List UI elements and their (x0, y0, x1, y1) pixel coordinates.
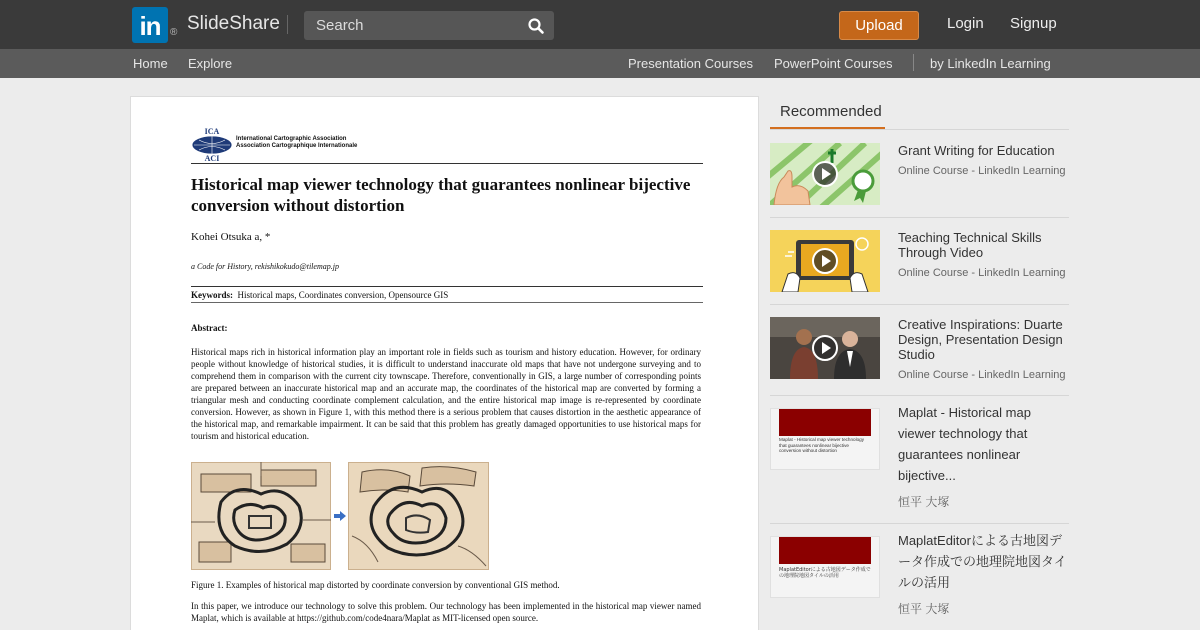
nav-linkedin-learning[interactable]: by LinkedIn Learning (930, 56, 1051, 71)
slide-red-banner (779, 537, 871, 564)
search-box (304, 11, 554, 40)
course-thumbnail (770, 317, 880, 379)
abstract-heading: Abstract: (191, 323, 228, 333)
keywords-value: Historical maps, Coordinates conversion, Opensource GIS (237, 290, 449, 300)
tab-recommended[interactable] (770, 96, 885, 130)
signup-link[interactable]: Signup (1010, 15, 1057, 32)
course-thumbnail (770, 143, 880, 205)
header-rule (191, 163, 703, 164)
nav-powerpoint-courses[interactable]: PowerPoint Courses (774, 56, 893, 71)
play-icon[interactable] (812, 335, 838, 361)
recommended-separator (770, 304, 1069, 305)
abstract-text: Historical maps rich in historical information play an important role in fields such as tourism and history education. However, for ordinary people without knowledge of historical studies, it is difficult to understand inaccurate old maps that have not undergone surveying and to comprehend them in comparison with the current city townscape. Therefore, conventionally in GIS, a large number of corresponding points are prepared between an inaccurate historical map and an accurate map, the coordinates of the historical map are converted by forming a triangular mesh and conducting coordinate complement calculation, and the entire historical map image is re-represented by coordinate conversion. However, as shown in Figure 1, with this method there is a serious problem that causes distortion in the aesthetic appearance of the historical map, and remarkable impairment. It can be said that this problem has greatly damaged opportunities to use historical maps for tourism and historical education. (191, 347, 701, 441)
ica-name-fr: Association Cartographique Internationale (236, 143, 358, 149)
recommended-item[interactable] (770, 317, 1069, 379)
recommended-title[interactable]: Maplat - Historical map viewer technology that guarantees nonlinear bijective... (898, 405, 1031, 483)
keywords-bottom-rule (191, 302, 703, 303)
paper-affiliation: a Code for History, rekishikokudo@tilemap.jp (191, 262, 339, 271)
keywords-line (191, 290, 448, 300)
nav-home[interactable]: Home (133, 56, 168, 71)
ica-mark-bottom: ACI (204, 154, 220, 161)
recommended-title[interactable]: MaplatEditorによる古地図データ作成での地理院地図タイルの活用 (898, 533, 1067, 590)
recommended-author[interactable]: 恒平 大塚 (898, 495, 950, 509)
recommended-separator (770, 523, 1069, 524)
upload-button[interactable]: Upload (839, 11, 919, 40)
historical-map-distorted-image (348, 462, 489, 570)
recommended-subtitle: Online Course - LinkedIn Learning (898, 267, 1066, 279)
slide-thumbnail (770, 536, 880, 598)
recommended-item[interactable] (770, 533, 1069, 616)
play-icon[interactable] (812, 161, 838, 187)
course-thumbnail (770, 230, 880, 292)
recommended-title[interactable]: Teaching Technical Skills Through Video (898, 230, 1042, 260)
tab-recommended-label: Recommended (780, 103, 882, 120)
ica-mark-top: ICA (204, 127, 220, 136)
search-icon[interactable] (527, 17, 545, 35)
slide-red-banner (779, 409, 871, 436)
slide-thumb-text: MaplatEditorによる古地図データ作成での地理院地図タイルの活用 (779, 567, 871, 579)
recommended-subtitle: Online Course - LinkedIn Learning (898, 165, 1066, 177)
paper-author: Kohei Otsuka a, * (191, 231, 271, 243)
keywords-label: Keywords: (191, 290, 233, 300)
recommended-rule (770, 129, 1069, 130)
play-icon[interactable] (812, 248, 838, 274)
recommended-title[interactable]: Creative Inspirations: Duarte Design, Presentation Design Studio (898, 317, 1063, 362)
historical-map-original-image (191, 462, 331, 570)
recommended-separator (770, 217, 1069, 218)
subnav-divider (913, 54, 914, 71)
ica-globe-logo-icon (191, 127, 233, 161)
paper-title: Historical map viewer technology that guarantees nonlinear bijective conversion without distortion (191, 175, 691, 215)
registered-mark: ® (170, 27, 178, 38)
top-header (0, 0, 1200, 49)
slide-thumbnail (770, 408, 880, 470)
recommended-subtitle: Online Course - LinkedIn Learning (898, 369, 1066, 381)
recommended-item[interactable] (770, 143, 1069, 205)
recommended-item[interactable] (770, 405, 1069, 509)
recommended-title[interactable]: Grant Writing for Education (898, 143, 1055, 158)
sub-navigation (0, 49, 1200, 78)
nav-explore[interactable]: Explore (188, 56, 233, 71)
recommended-separator (770, 395, 1069, 396)
keywords-top-rule (191, 286, 703, 287)
header-divider (287, 15, 288, 34)
slideshare-brand[interactable]: SlideShare (187, 13, 280, 34)
nav-presentation-courses[interactable]: Presentation Courses (628, 56, 754, 71)
intro-paragraph: In this paper, we introduce our technology to solve this problem. Our technology has been implemented in the historical map viewer named Maplat, which is available at https://github.com/code4nara/Maplat as MIT-licensed open source. (191, 601, 701, 623)
document-viewer[interactable] (130, 96, 759, 630)
right-arrow-icon (334, 510, 346, 522)
ica-name-en: International Cartographic Association (236, 136, 347, 142)
figure-caption: Figure 1. Examples of historical map distorted by coordinate conversion by conventional GIS method. (191, 580, 560, 590)
login-link[interactable]: Login (947, 15, 984, 32)
linkedin-logo-icon[interactable]: in (132, 7, 168, 43)
slide-thumb-text: Maplat - Historical map viewer technology that guarantees nonlinear bijective conversion without distortion (779, 437, 865, 453)
recommended-item[interactable] (770, 230, 1069, 292)
search-input[interactable] (304, 11, 519, 40)
recommended-author[interactable]: 恒平 大塚 (898, 602, 950, 616)
